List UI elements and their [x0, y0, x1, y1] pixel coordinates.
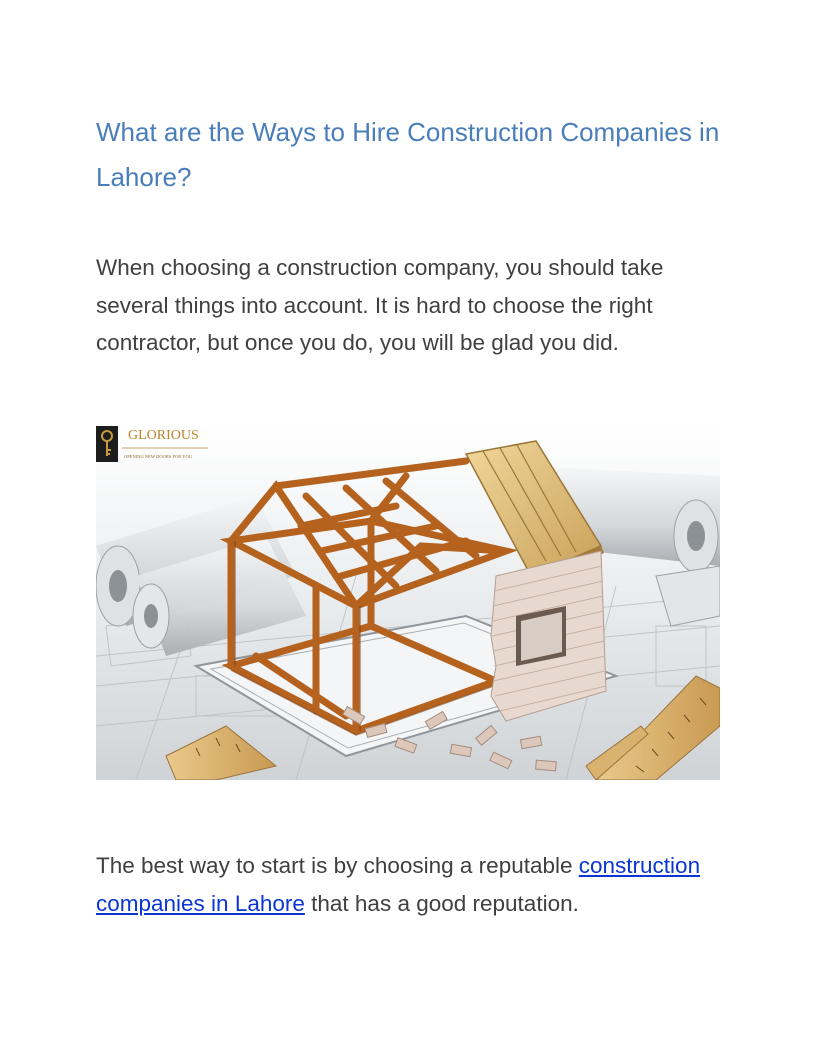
- closing-paragraph: [96, 847, 726, 922]
- intro-paragraph: When choosing a construction company, you should take several things into account. It is hard to choose the right contractor, but once you do, you will be glad you did.: [96, 255, 664, 355]
- construction-companies-link[interactable]: construction companies in Lahore: [96, 853, 701, 916]
- logo-tagline: OPENING NEW DOORS FOR YOU: [124, 454, 193, 459]
- closing-trail-text: that has a good reputation.: [304, 890, 579, 916]
- house-construction-image: [96, 426, 720, 780]
- page-title: What are the Ways to Hire Construction Companies in Lahore?: [96, 117, 720, 192]
- logo-text: GLORIOUS: [128, 428, 199, 443]
- closing-lead-text: The best way to start is by choosing a reputable: [96, 853, 579, 878]
